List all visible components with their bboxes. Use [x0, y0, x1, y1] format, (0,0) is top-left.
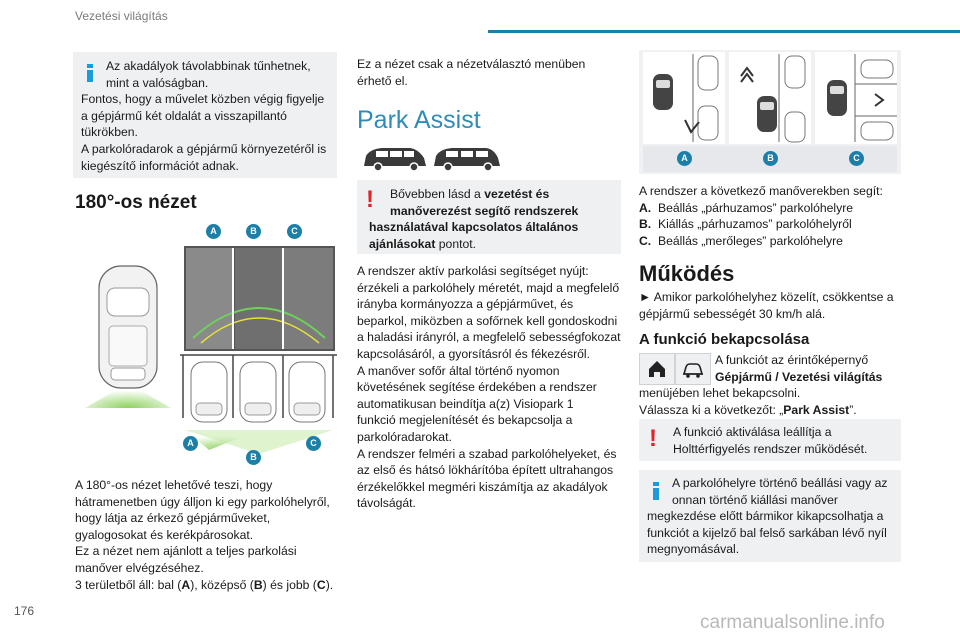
warning-box-park-assist [357, 180, 621, 254]
label-a-bottom: A [183, 436, 198, 451]
warning-icon: ! [649, 425, 657, 452]
maneuver-diagram [639, 50, 901, 174]
text-line: funkció megjelenítését és bekapcsolja a [357, 413, 573, 428]
section-heading-park-assist: Park Assist [357, 106, 481, 134]
text-line: parkolóradarokat. [357, 429, 452, 444]
text-line: A 180°-os nézet lehetővé teszi, hogy [75, 478, 273, 492]
note-line: a gépjármű két oldalát a visszapillantó [81, 108, 287, 123]
view-180-illustration [75, 218, 337, 468]
note-line: Fontos, hogy a művelet közben végig figyelje [81, 92, 325, 107]
page-number: 176 [14, 604, 35, 618]
text-line: Válassza ki a következőt: „Park Assist”. [639, 402, 857, 417]
text-line: A manőver sofőr által történő nyomon [357, 363, 560, 378]
text-line: Ez a nézet nem ajánlott a teljes parkolási [75, 544, 297, 559]
van-silhouette-long [434, 148, 500, 171]
label-c-top: C [287, 224, 302, 239]
view-180-diagram [75, 218, 337, 468]
vehicle-silhouettes [362, 144, 502, 174]
warning-icon: ! [366, 186, 374, 213]
header-accent-bar [488, 30, 960, 33]
maneuver-list [639, 183, 909, 249]
text-line: érzékeli a parkolóhely méretét, majd a megfelelő [357, 280, 620, 295]
text-line: a haladási irányról, a megfelelő sebességfokozat [357, 330, 621, 345]
text-line: az első és hátsó lökhárítóba épített ultrahangos [357, 463, 614, 478]
maneuver-item: C. Beállás „merőleges” parkolóhelyre [639, 233, 843, 248]
info-note-box [73, 52, 337, 178]
label-b-top: B [246, 224, 261, 239]
info-box-cancel [639, 470, 901, 562]
text-line: A rendszer felméri a szabad parkolóhelyeket, és [357, 446, 617, 461]
note-line: kiegészítő információt adnak. [81, 158, 239, 173]
note-line: A parkolóradarok a gépjármű környezetéről is [81, 141, 327, 156]
warn-line: manőverezést segítő rendszerek [390, 203, 579, 218]
text-line: Ez a nézet csak a nézetválasztó menüben [357, 57, 586, 71]
label-c-maneuver: C [849, 151, 864, 166]
camera-field-glow [85, 383, 171, 408]
label-a-top: A [206, 224, 221, 239]
note-line: tükrökben. [81, 125, 138, 140]
text-line: irányba kormányozza a gépjárművet, és [357, 297, 574, 312]
van-silhouette-short [364, 148, 426, 171]
warn-line: ajánlásokat pontot. [369, 236, 477, 251]
text-line: hogy látja az érkező gépjárműveket, [75, 511, 271, 526]
camera-screen [184, 246, 335, 351]
text-line: 3 területből áll: bal (A), középső (B) és jobb (C). [75, 577, 334, 592]
car-top-view [99, 266, 157, 388]
text-line: kapcsolásáról, a gyorsításról és fékezésről. [357, 346, 591, 361]
text-line: A rendszer aktív parkolási segítséget nyújt: [357, 264, 589, 278]
text-line: távolságát. [357, 496, 416, 511]
warn-line: Holttérfigyelés rendszer működését. [673, 441, 868, 456]
note-line: mint a valóságban. [106, 75, 209, 90]
label-b-bottom: B [246, 450, 261, 465]
warn-line: A funkció aktiválása leállítja a [673, 425, 832, 439]
text-line: beparkol, miközben a sofőrnek kell gondoskodni [357, 313, 618, 328]
info-line: onnan történő kiállási manőver [672, 492, 838, 507]
park-assist-paragraph [357, 263, 627, 512]
info-line: A parkolóhelyre történő beállási vagy az [672, 476, 888, 490]
text-line: gyalogosokat és kerékpárosokat. [75, 527, 254, 542]
maneuver-item: A. Beállás „párhuzamos” parkolóhelyre [639, 200, 854, 215]
warning-box-activation [639, 419, 901, 461]
maneuver-intro: A rendszer a következő manőverekben segít: [639, 184, 883, 198]
section-heading-180: 180°-os nézet [75, 192, 197, 213]
view-180-paragraph [75, 477, 340, 593]
text-line: gépjármű sebességét 30 km/h alá. [639, 306, 826, 321]
warn-line: használatával kapcsolatos általános [369, 220, 579, 235]
activation-text [639, 352, 909, 418]
text-line: menüjében lehet bekapcsolni. [639, 386, 801, 401]
view-availability-text [357, 56, 622, 89]
running-header: Vezetési világítás [75, 9, 168, 23]
label-a-maneuver: A [677, 151, 692, 166]
maneuver-item: B. Kiállás „párhuzamos” parkolóhelyről [639, 217, 852, 232]
text-line: ► Amikor parkolóhelyhez közelít, csökkentse a [639, 290, 894, 304]
watermark-text: carmanualsonline.info [700, 612, 885, 633]
van-icons [362, 144, 502, 174]
subheading-activation: A funkció bekapcsolása [639, 331, 810, 348]
info-line: megkezdése előtt bármikor kikapcsolhatja a [647, 509, 884, 524]
info-line: funkciót a kijelző bal felső sarkában lévő nyíl [647, 525, 887, 540]
label-b-maneuver: B [763, 151, 778, 166]
text-line: manőver elvégzéséhez. [75, 560, 204, 575]
text-line: Gépjármű / Vezetési világítás [715, 369, 883, 384]
section-heading-mukodes: Működés [639, 261, 735, 286]
text-line: hátramenetben úgy álljon ki egy parkolóhelyről, [75, 494, 330, 509]
text-line: automatikusan beindítja a(z) Visiopark 1 [357, 396, 574, 411]
warn-line: Bővebben lásd a vezetést és [390, 187, 550, 201]
text-line: érhető el. [357, 73, 408, 88]
label-c-bottom: C [306, 436, 321, 451]
text-line: érzékelőkkel megméri kiszámítja az akadályok [357, 479, 608, 494]
note-line: Az akadályok távolabbinak tűnhetnek, [106, 59, 311, 73]
speed-instruction [639, 289, 909, 322]
info-line: megnyomásával. [647, 542, 740, 557]
text-line: A funkciót az érintőképernyő [715, 353, 869, 367]
text-line: követésének segítése érdekében a rendszer [357, 380, 597, 395]
